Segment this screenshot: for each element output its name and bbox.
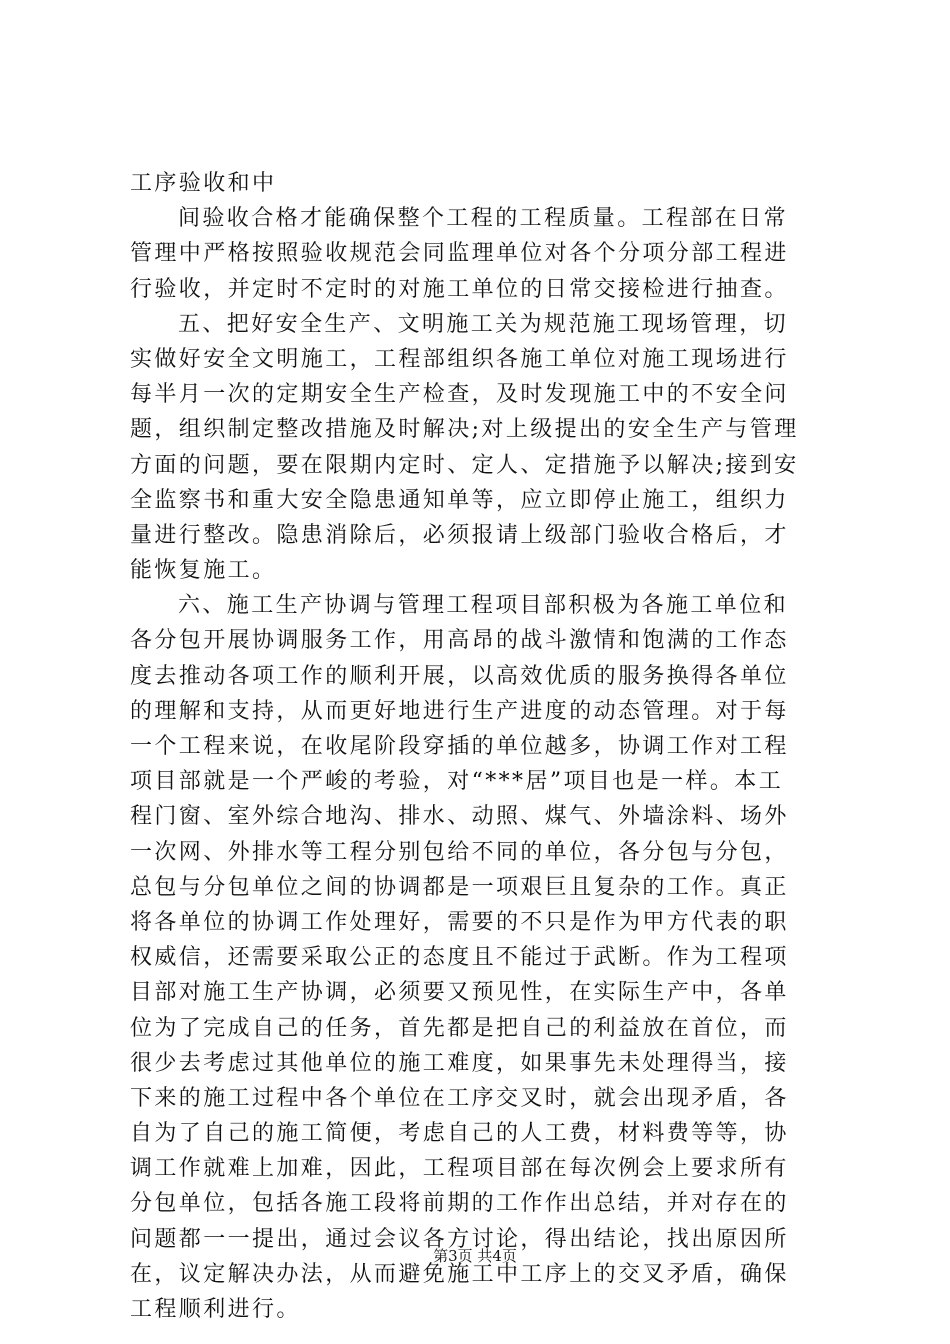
text-line: 工序验收和中 xyxy=(130,171,277,196)
text-line: 工程顺利进行。 xyxy=(130,1297,301,1322)
paragraph-start-line: 五、把好安全生产、文明施工关为规范施工现场管理，切 xyxy=(178,311,789,337)
text-line: 行验收，并定时不定时的对施工单位的日常交接检进行抽查。 xyxy=(130,276,789,302)
text-line: 管理中严格按照验收规范会同监理单位对各个分项分部工程进 xyxy=(130,241,789,267)
paragraph-start-line: 间验收合格才能确保整个工程的工程质量。工程部在日常 xyxy=(178,206,789,232)
text-line: 一次网、外排水等工程分别包给不同的单位，各分包与分包， xyxy=(130,839,789,865)
text-line: 权威信，还需要采取公正的态度且不能过于武断。作为工程项 xyxy=(130,945,789,971)
text-line: 量进行整改。隐患消除后，必须报请上级部门验收合格后，才 xyxy=(130,522,789,548)
text-line: 问题都一一提出，通过会议各方讨论，得出结论，找出原因所 xyxy=(130,1226,789,1252)
text-line: 位为了完成自己的任务，首先都是把自己的利益放在首位，而 xyxy=(130,1015,789,1041)
paragraph-start-line: 六、施工生产协调与管理工程项目部积极为各施工单位和 xyxy=(178,593,789,619)
text-line: 全监察书和重大安全隐患通知单等，应立即停止施工，组织力 xyxy=(130,487,789,513)
text-line: 将各单位的协调工作处理好，需要的不只是作为甲方代表的职 xyxy=(130,909,789,935)
text-line: 调工作就难上加难，因此，工程项目部在每次例会上要求所有 xyxy=(130,1156,789,1182)
text-line: 很少去考虑过其他单位的施工难度，如果事先未处理得当，接 xyxy=(130,1050,789,1076)
text-line: 目部对施工生产协调，必须要又预见性，在实际生产中，各单 xyxy=(130,980,789,1006)
text-line: 度去推动各项工作的顺利开展，以高效优质的服务换得各单位 xyxy=(130,663,789,689)
text-line: 项目部就是一个严峻的考验，对“***居”项目也是一样。本工 xyxy=(130,769,784,795)
page-number-footer: 第3页 共4页 xyxy=(433,1247,517,1265)
text-line: 自为了自己的施工简便，考虑自己的人工费，材料费等等，协 xyxy=(130,1121,789,1147)
text-line: 在，议定解决办法，从而避免施工中工序上的交叉矛盾，确保 xyxy=(130,1261,789,1287)
document-body xyxy=(130,166,830,1327)
text-line: 一个工程来说，在收尾阶段穿插的单位越多，协调工作对工程 xyxy=(130,734,789,759)
text-line: 实做好安全文明施工，工程部组织各施工单位对施工现场进行 xyxy=(130,346,789,372)
text-line: 题，组织制定整改措施及时解决;对上级提出的安全生产与管理 xyxy=(130,417,799,443)
text-line: 下来的施工过程中各个单位在工序交叉时，就会出现矛盾，各 xyxy=(130,1085,789,1111)
text-line: 程门窗、室外综合地沟、排水、动照、煤气、外墙涂料、场外 xyxy=(130,804,789,830)
text-line: 的理解和支持，从而更好地进行生产进度的动态管理。对于每 xyxy=(130,698,789,724)
text-line: 每半月一次的定期安全生产检查，及时发现施工中的不安全问 xyxy=(130,382,789,408)
text-line: 方面的问题，要在限期内定时、定人、定措施予以解决;接到安 xyxy=(130,452,799,478)
text-line: 各分包开展协调服务工作，用高昂的战斗激情和饱满的工作态 xyxy=(130,628,789,654)
text-line: 能恢复施工。 xyxy=(130,558,277,584)
text-line: 分包单位，包括各施工段将前期的工作作出总结，并对存在的 xyxy=(130,1191,789,1217)
text-line: 总包与分包单位之间的协调都是一项艰巨且复杂的工作。真正 xyxy=(130,874,789,900)
